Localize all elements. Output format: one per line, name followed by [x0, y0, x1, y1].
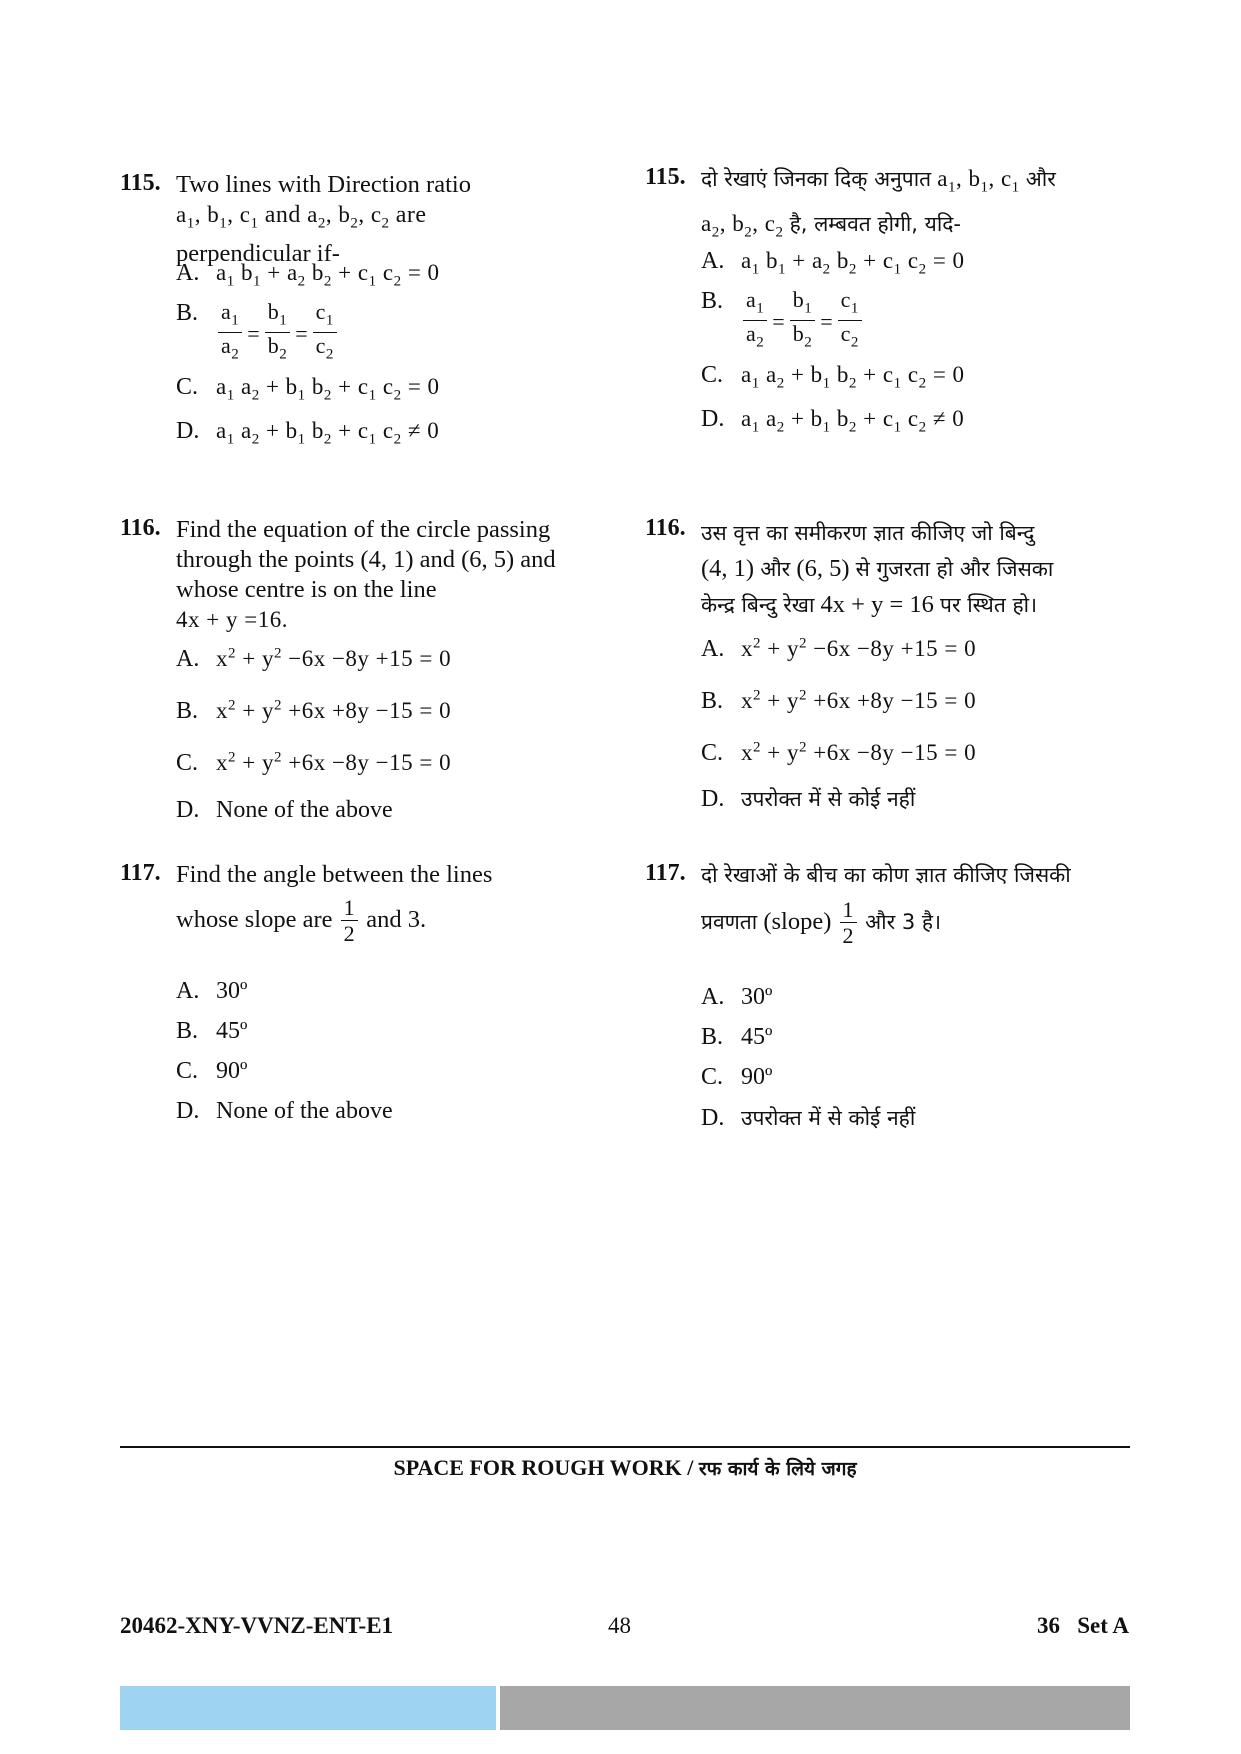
option-b[interactable]: B. $x^2 + y^2 +6x +8y -15 = 0$ [701, 687, 977, 714]
formula: $x^2 + y^2 +6x -8y -15 = 0$ [216, 749, 452, 775]
question-115-en [120, 170, 620, 448]
option-d[interactable]: D. उपरोक्त में से कोई नहीं [701, 786, 916, 812]
option-text: उपरोक्त में से कोई नहीं [741, 1106, 916, 1130]
question-number: 117. [120, 860, 161, 886]
footer-bar-blue [120, 1686, 496, 1730]
formula: $a_1$ $a_2 + b_1$ $b_2 + c_1$ $c_2 = 0$ [741, 362, 965, 392]
option-a[interactable]: A. $a_1$ $b_1 + a_2$ $b_2 + c_1$ $c_2 = 0$ [701, 248, 965, 278]
question-number: 115. [120, 170, 161, 196]
question-line-3: केन्द्र बिन्दु रेखा 4x + y = 16 पर स्थित हो। [701, 591, 1038, 618]
option-a[interactable]: A. $x^2 + y^2 -6x -8y +15 = 0$ [176, 645, 452, 672]
fraction: $\frac{a_1}{a_2}$ [743, 288, 767, 356]
fraction: $\frac{c_1}{c_2}$ [838, 288, 862, 356]
formula: $a_1$ $b_1 + a_2$ $b_2 + c_1$ $c_2 = 0$ [216, 260, 440, 290]
formula: $x^2 + y^2 +6x -8y -15 = 0$ [741, 739, 977, 765]
option-text: 45º [741, 1024, 773, 1050]
question-116-hi [645, 515, 1145, 812]
option-c[interactable]: C. 90º [176, 1058, 248, 1084]
question-number: 115. [645, 164, 686, 190]
paper-code: 20462-XNY-VVNZ-ENT-E1 [120, 1613, 394, 1638]
question-line-1: दो रेखाओं के बीच का कोण ज्ञात कीजिए जिसकी [701, 863, 1071, 887]
formula: $a_1$ $a_2 + b_1$ $b_2 + c_1$ $c_2 \ne 0$ [741, 406, 965, 436]
option-c[interactable]: C. 90º [701, 1064, 773, 1090]
question-text [176, 860, 620, 947]
fraction: $\frac{b_1}{b_2}$ [790, 288, 816, 356]
fraction-half: $\frac{1}{2}$ [840, 898, 858, 949]
formula: $x^2 + y^2 -6x -8y +15 = 0$ [216, 645, 452, 671]
formula: $x^2 + y^2 +6x +8y -15 = 0$ [216, 697, 452, 723]
formula: $x^2 + y^2 -6x -8y +15 = 0$ [741, 635, 977, 661]
option-text: उपरोक्त में से कोई नहीं [741, 787, 916, 811]
formula: $x^2 + y^2 +6x +8y -15 = 0$ [741, 687, 977, 713]
option-d[interactable]: D. उपरोक्त में से कोई नहीं [701, 1105, 916, 1131]
option-c[interactable]: C. $a_1$ $a_2 + b_1$ $b_2 + c_1$ $c_2 = 0$ [176, 374, 440, 404]
question-text [701, 164, 1145, 247]
question-line-2: (4, 1) और (6, 5) से गुजरता हो और जिसका [701, 555, 1054, 582]
option-text: None of the above [216, 1098, 393, 1124]
rough-work-label: SPACE FOR ROUGH WORK / रफ कार्य के लिये जगह [393, 1455, 857, 1480]
direction-ratios: $a_1$, $b_1$, $c_1$ and $a_2$, $b_2$, $c_2$ are [176, 202, 427, 232]
option-b[interactable]: B. 45º [176, 1018, 248, 1044]
option-c[interactable]: C. $x^2 + y^2 +6x -8y -15 = 0$ [701, 739, 977, 766]
question-number: 116. [645, 515, 686, 541]
option-text: 90º [216, 1058, 248, 1084]
option-a[interactable]: A. 30º [701, 984, 773, 1010]
question-body: Find the equation of the circle passing through the points (4, 1) and (6, 5) and whose centre is on the line [176, 516, 556, 603]
option-text: None of the above [216, 797, 393, 823]
line-equation: 4x + y =16. [176, 607, 288, 632]
option-d[interactable]: D. None of the above [176, 1098, 393, 1124]
fraction: $\frac{c_1}{c_2}$ [313, 300, 337, 368]
question-line-2: whose slope are $\frac{1}{2}$ and 3. [176, 895, 427, 946]
question-number: 117. [645, 860, 686, 886]
set-label: 36 Set A [1037, 1613, 1129, 1638]
question-text [701, 515, 1145, 623]
option-a[interactable]: A. $x^2 + y^2 -6x -8y +15 = 0$ [701, 635, 977, 662]
formula: $a_1$ $b_1 + a_2$ $b_2 + c_1$ $c_2 = 0$ [741, 248, 965, 278]
question-115-hi [645, 164, 1145, 436]
fraction: $\frac{a_1}{a_2}$ [218, 300, 242, 368]
question-line-1: दो रेखाएं जिनका दिक् अनुपात $a_1$, $b_1$, $c_1$ और [701, 166, 1056, 196]
page-number: 48 [608, 1613, 631, 1638]
question-line-1: उस वृत्त का समीकरण ज्ञात कीजिए जो बिन्दु [701, 521, 1035, 545]
option-d[interactable]: D. $a_1$ $a_2 + b_1$ $b_2 + c_1$ $c_2 \ne 0$ [176, 418, 440, 448]
option-c[interactable]: C. $x^2 + y^2 +6x -8y -15 = 0$ [176, 749, 452, 776]
question-line-1: Two lines with Direction ratio [176, 171, 471, 198]
option-c[interactable]: C. $a_1$ $a_2 + b_1$ $b_2 + c_1$ $c_2 = 0$ [701, 362, 965, 392]
question-line-1: Find the angle between the lines [176, 861, 493, 888]
question-number: 116. [120, 515, 161, 541]
option-b[interactable]: B. $x^2 + y^2 +6x +8y -15 = 0$ [176, 697, 452, 724]
question-text [701, 860, 1145, 949]
option-text: 30º [216, 978, 248, 1004]
formula: $a_1$ $a_2 + b_1$ $b_2 + c_1$ $c_2 = 0$ [216, 374, 440, 404]
option-a[interactable]: A. $a_1$ $b_1 + a_2$ $b_2 + c_1$ $c_2 = 0$ [176, 260, 440, 290]
option-text: 30º [741, 984, 773, 1010]
question-line-2: $a_2$, $b_2$, $c_2$ है, लम्बवत होगी, यदि- [701, 210, 961, 241]
fraction-half: $\frac{1}{2}$ [341, 896, 359, 947]
question-text [176, 170, 620, 269]
option-b[interactable]: B. $\frac{a_1}{a_2}$ = $\frac{b_1}{b_2}$ = $\frac{c_1}{c_2}$ [176, 300, 339, 368]
fraction: $\frac{b_1}{b_2}$ [265, 300, 291, 368]
formula: $a_1$ $a_2 + b_1$ $b_2 + c_1$ $c_2 \ne 0$ [216, 418, 440, 448]
question-line-3: perpendicular if- [176, 239, 340, 267]
question-line-2: प्रवणता (slope) $\frac{1}{2}$ और 3 है। [701, 897, 942, 948]
option-d[interactable]: D. None of the above [176, 797, 393, 823]
footer-bar-gray [500, 1686, 1130, 1730]
question-text [176, 515, 620, 635]
option-d[interactable]: D. $a_1$ $a_2 + b_1$ $b_2 + c_1$ $c_2 \ne 0$ [701, 406, 965, 436]
option-text: 90º [741, 1064, 773, 1090]
option-b[interactable]: B. 45º [701, 1024, 773, 1050]
option-text: 45º [216, 1018, 248, 1044]
question-117-en [120, 860, 620, 1124]
option-b[interactable]: B. $\frac{a_1}{a_2}$ = $\frac{b_1}{b_2}$ = $\frac{c_1}{c_2}$ [701, 288, 864, 356]
question-116-en [120, 515, 620, 823]
rough-work-divider [120, 1446, 1130, 1448]
question-117-hi [645, 860, 1145, 1131]
option-a[interactable]: A. 30º [176, 978, 248, 1004]
